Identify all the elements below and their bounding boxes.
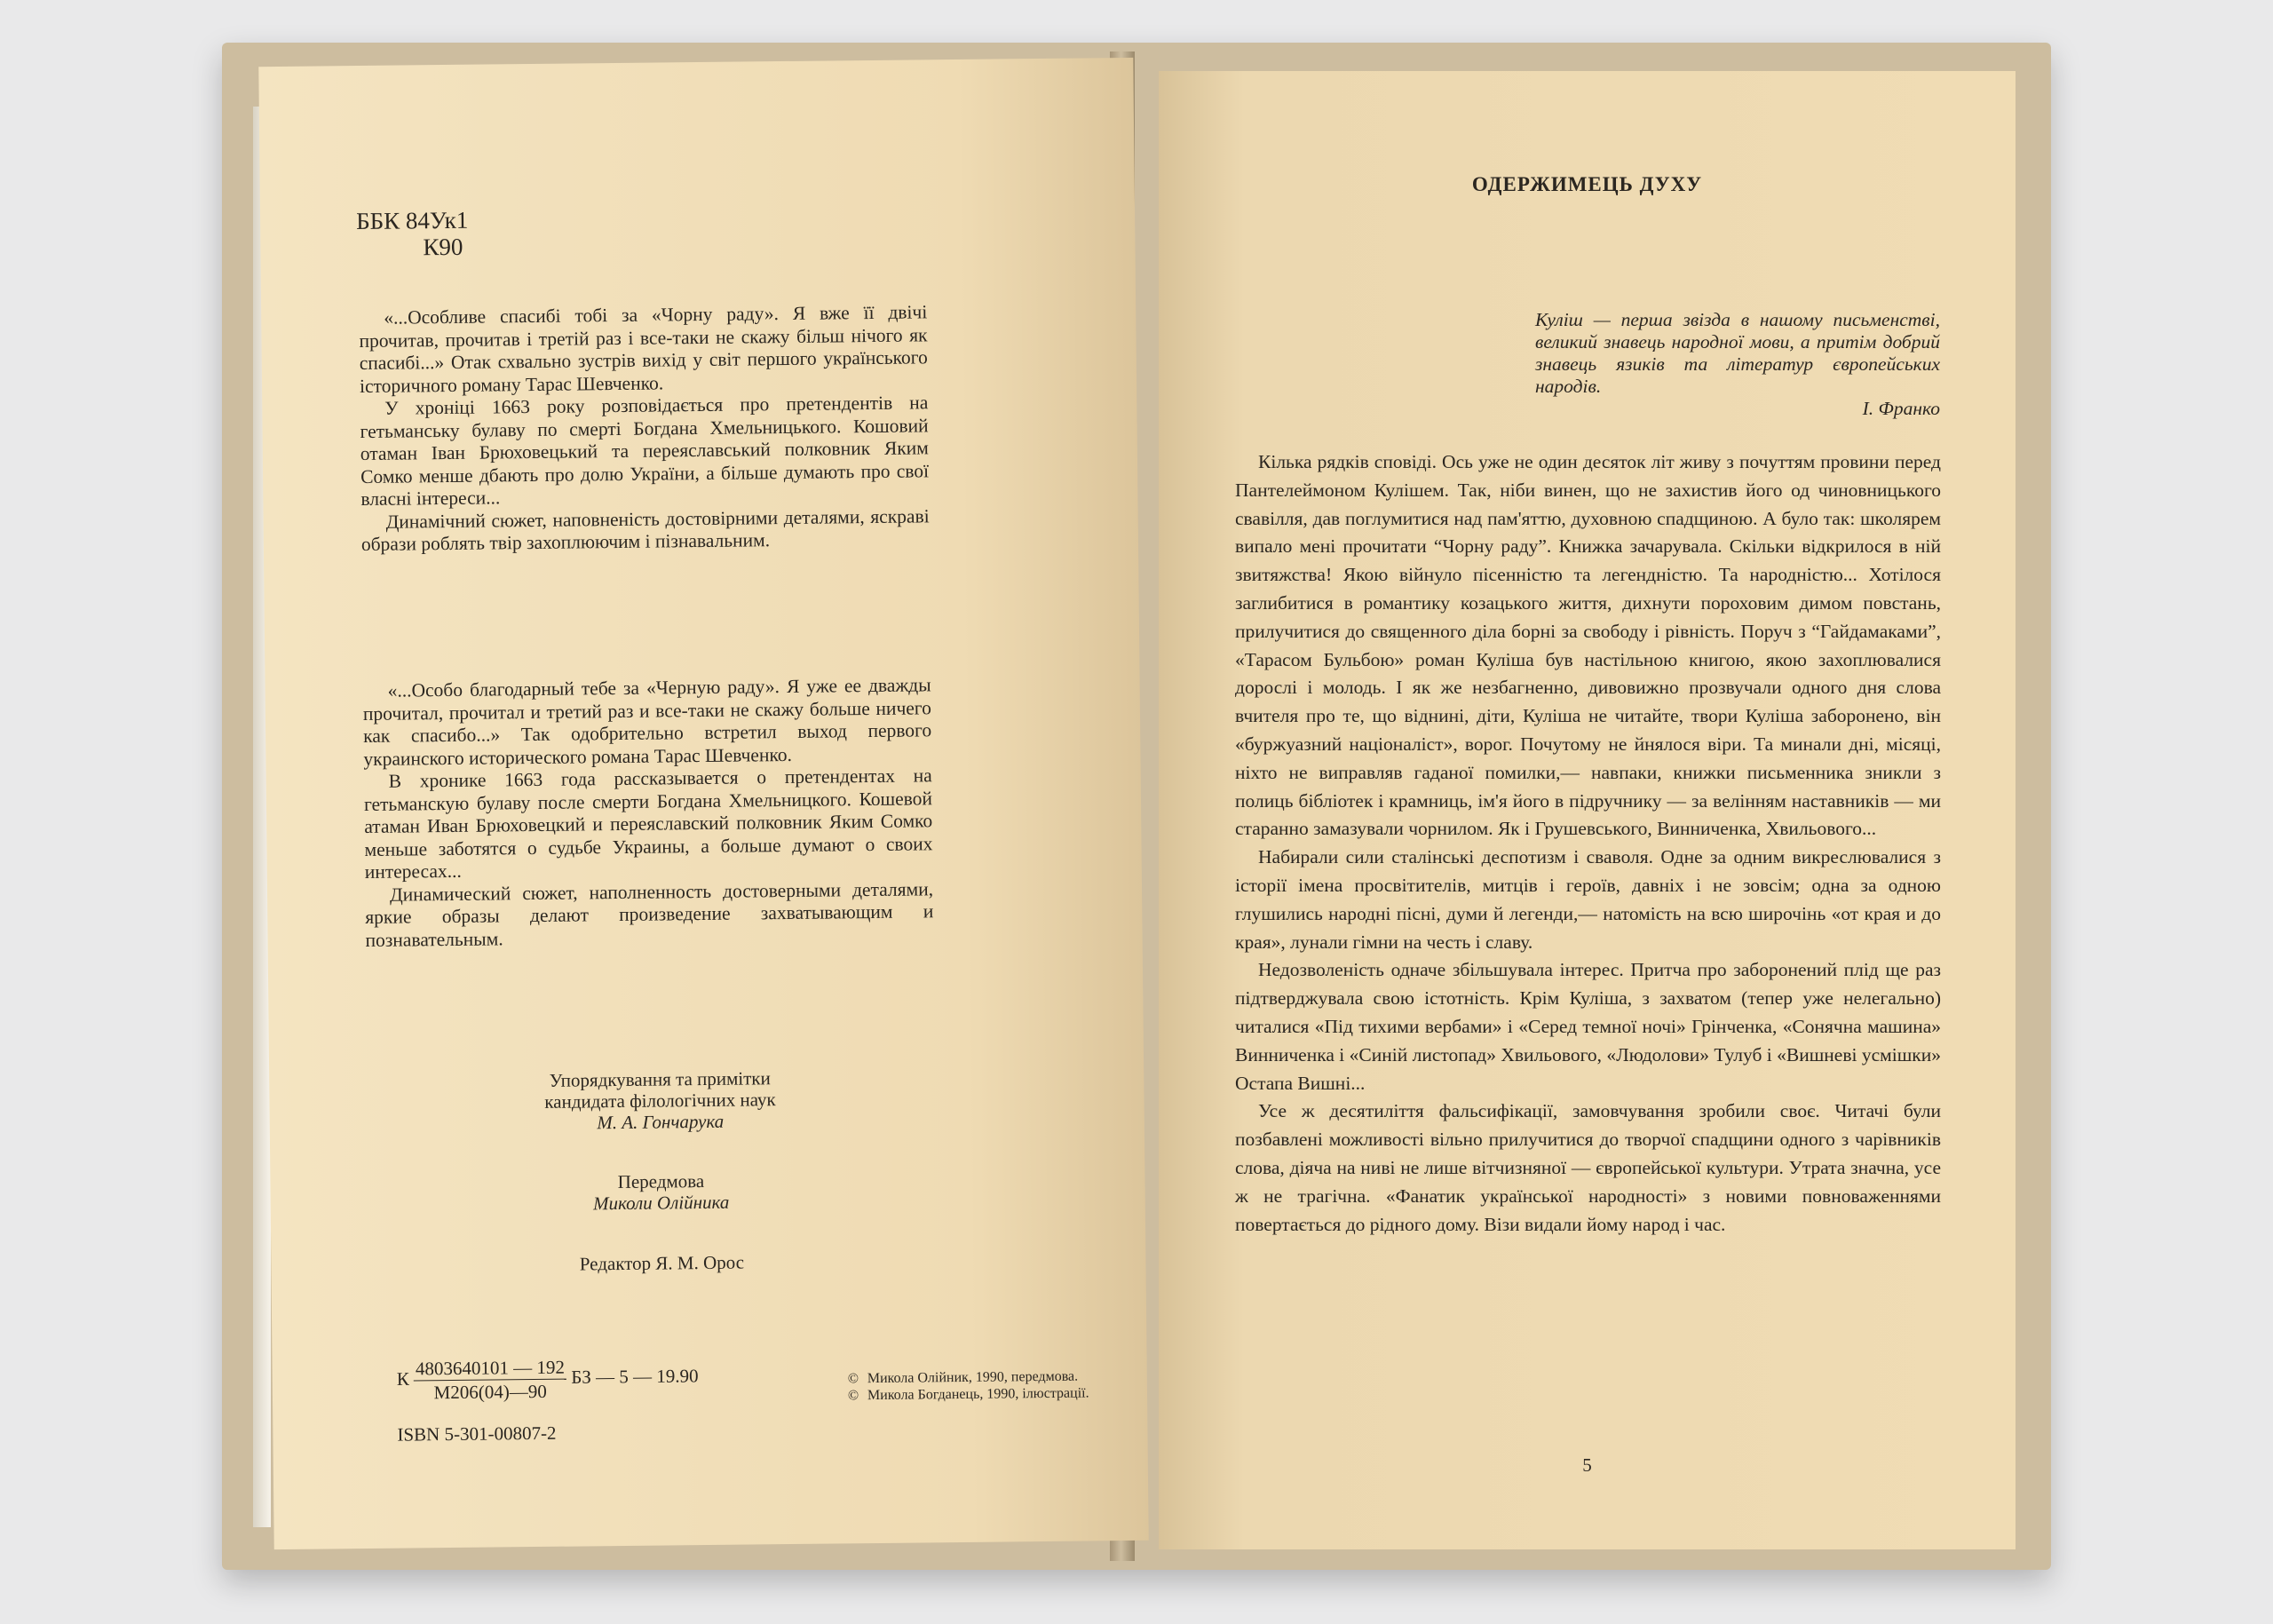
body-paragraph: Набирали сили сталінські деспотизм і сваволя. Одне за одним викреслювалися з історії імена просвітителів, митців і героїв, давніх і не зовсім; одна за одною глушились народні пісні, думи й легенди,— натомість на всю широчінь «от края и до края», лунали гімни на честь і славу. [1235, 846, 1941, 953]
imprint-denominator: М206(04)—90 [433, 1380, 547, 1404]
epigraph-text: Куліш — перша звізда в нашому письменстві, великий знавець народної мови, а притім добрий знавець язиків та літератур європейських народів. [1535, 309, 1940, 397]
left-page [258, 58, 1148, 1549]
editorial-credits [376, 1066, 945, 1136]
body-paragraph: Усе ж десятиліття фальсифікації, замовчування зробили своє. Читачі були позбавлені можливості вільно прилучитися до творчої спадщини одного з чарівників слова, діяча на ниві не лише вітчизняної — європейської культури. Утрата значна, усе ж не трагічна. «Фанатик української народності» з новими повноваженнями повертається до рідного дому. Візи видали йому народ і час. [1235, 1100, 1941, 1235]
author-mark: К90 [423, 233, 463, 261]
copyright-notices [848, 1367, 1132, 1404]
imprint-numerator: 4803640101 — 192 [414, 1356, 566, 1382]
epigraph [1535, 309, 1940, 420]
preface-credit [376, 1168, 945, 1216]
copyright-icon: © [847, 1388, 859, 1404]
annotation-paragraph: «...Особо благодарный тебе за «Черную раду». Я уже ее дважды прочитал, прочитал и третий раз и все-таки не скажу больше ничего как спасибо...» Так одобрительно встретил выход первого украинского исторического романа Тарас Шевченко. [362, 674, 932, 770]
annotation-ukrainian [359, 301, 930, 556]
annotation-paragraph: Динамічний сюжет, наповненість достовірними деталями, яскраві образи роблять твір захоплюючим і пізнавальним. [360, 504, 930, 556]
page-number: 5 [1582, 1454, 1592, 1476]
body-paragraph: Кілька рядків сповіді. Ось уже не один десяток літ живу з почуттям провини перед Пантелеймоном Кулішем. Так, ніби винен, що не захистив його од чиновницького свавілля, дав поглумитися над пам'яттю, духовною спадщиною. А було так: школярем випало мені прочитати “Чорну раду”. Книжка зачарувала. Скільки відкрилося в ній звитяжства! Якою війнуло пісенністю та легендністю. Та народністю... Хотілося заглибитися в романтику козацького життя, дихнути пороховим димом повстань, прилучитися до священного діла борні за свободу і рівність. Поруч з “Гайдамаками”, «Тарасом Бульбою» роман Куліша був настільною книгою, якою захоплювалися дорослі і молодь. І як же незбагненно, дивовижно прозвучали одного дня слова вчителя про те, що віднині, діти, Куліша не читайте, твори Куліша заборонено, він «буржуазний націоналіст», ворог. Почутому не йнялося віри. Та минали дні, місяці, ніхто не виправляв гаданої помилки,— навпаки, книжки письменника зникли з полиць бібліотек і крамниць, ім'я його в підручнику — за велінням наставників — ми старанно замазували чорнилом. Як і Грушевського, Винниченка, Хвильового... [1235, 451, 1941, 840]
copyright-row [848, 1384, 1132, 1404]
annotation-paragraph: В хронике 1663 года рассказывается о претендентах на гетьманскую булаву после смерти Богдана Хмельницкого. Кошевой атаман Иван Брюховецкий и переяславский полковник Яким Сомко меньше заботятся о судьбе Украины, а больше думают о своих интересах... [363, 764, 933, 883]
annotation-paragraph: У хроніці 1663 року розповідається про претендентів на гетьманську булаву по смерті Богдана Хмельницького. Кошовий отаман Іван Брюховецький та переяславський полковник Яким Сомко менше дбають про долю України, а більше думають про свої власні інтереси... [360, 392, 930, 511]
right-page [1159, 71, 2016, 1549]
bbk-code: ББК 84Ук1 [355, 206, 469, 235]
compiler-degree: кандидата філологічних наук [544, 1089, 776, 1113]
copyright-text: Микола Богданець, 1990, ілюстрації. [867, 1385, 1089, 1404]
preface-label: Передмова [617, 1170, 705, 1193]
compiler-line: Упорядкування та примітки [549, 1067, 771, 1091]
imprint-fraction [414, 1356, 567, 1405]
compiler-name: М. А. Гончарука [597, 1110, 725, 1134]
annotation-russian [363, 674, 934, 952]
body-paragraph: Недозволеність одначе збільшувала інтерес. Притча про заборонений плід ще раз підтверджувала свою істотність. Крім Куліша, з захватом (тепер уже нелегально) читалися «Під тихими вербами» і «Серед темної ночі» Грінченка, «Сонячна машина» Винниченка і «Синій листопад» Хвильового, «Людолови» Тулуб і «Вишневі усмішки» Остапа Вишні... [1235, 959, 1941, 1094]
imprint-suffix: БЗ — 5 — 19.90 [571, 1365, 699, 1388]
preface-author: Миколи Олійника [592, 1191, 730, 1215]
copyright-icon: © [847, 1371, 859, 1387]
isbn: ISBN 5-301-00807-2 [397, 1422, 557, 1446]
annotation-paragraph: «...Особливе спасибі тобі за «Чорну раду». Я вже її двічі прочитав, прочитав і третій раз і все-таки не скажу більш нічого як спасибі...» Отак схвально зустрів вихід у світ першого українського історичного роману Тарас Шевченко. [359, 301, 928, 397]
editor-name: Редактор Я. М. Орос [579, 1251, 745, 1275]
annotation-paragraph: Динамический сюжет, наполненность достоверными деталями, яркие образы делают произведение захватывающим и познавательным. [365, 877, 934, 951]
editor-credit [377, 1249, 946, 1277]
copyright-text: Микола Олійник, 1990, передмова. [867, 1368, 1079, 1387]
bbk-classification [356, 207, 469, 261]
body-text [1235, 448, 1941, 1239]
epigraph-author: І. Франко [1862, 398, 1940, 419]
imprint-code [397, 1354, 699, 1405]
imprint-k: К [396, 1367, 409, 1390]
chapter-title: ОДЕРЖИМЕЦЬ ДУХУ [1471, 173, 1703, 195]
